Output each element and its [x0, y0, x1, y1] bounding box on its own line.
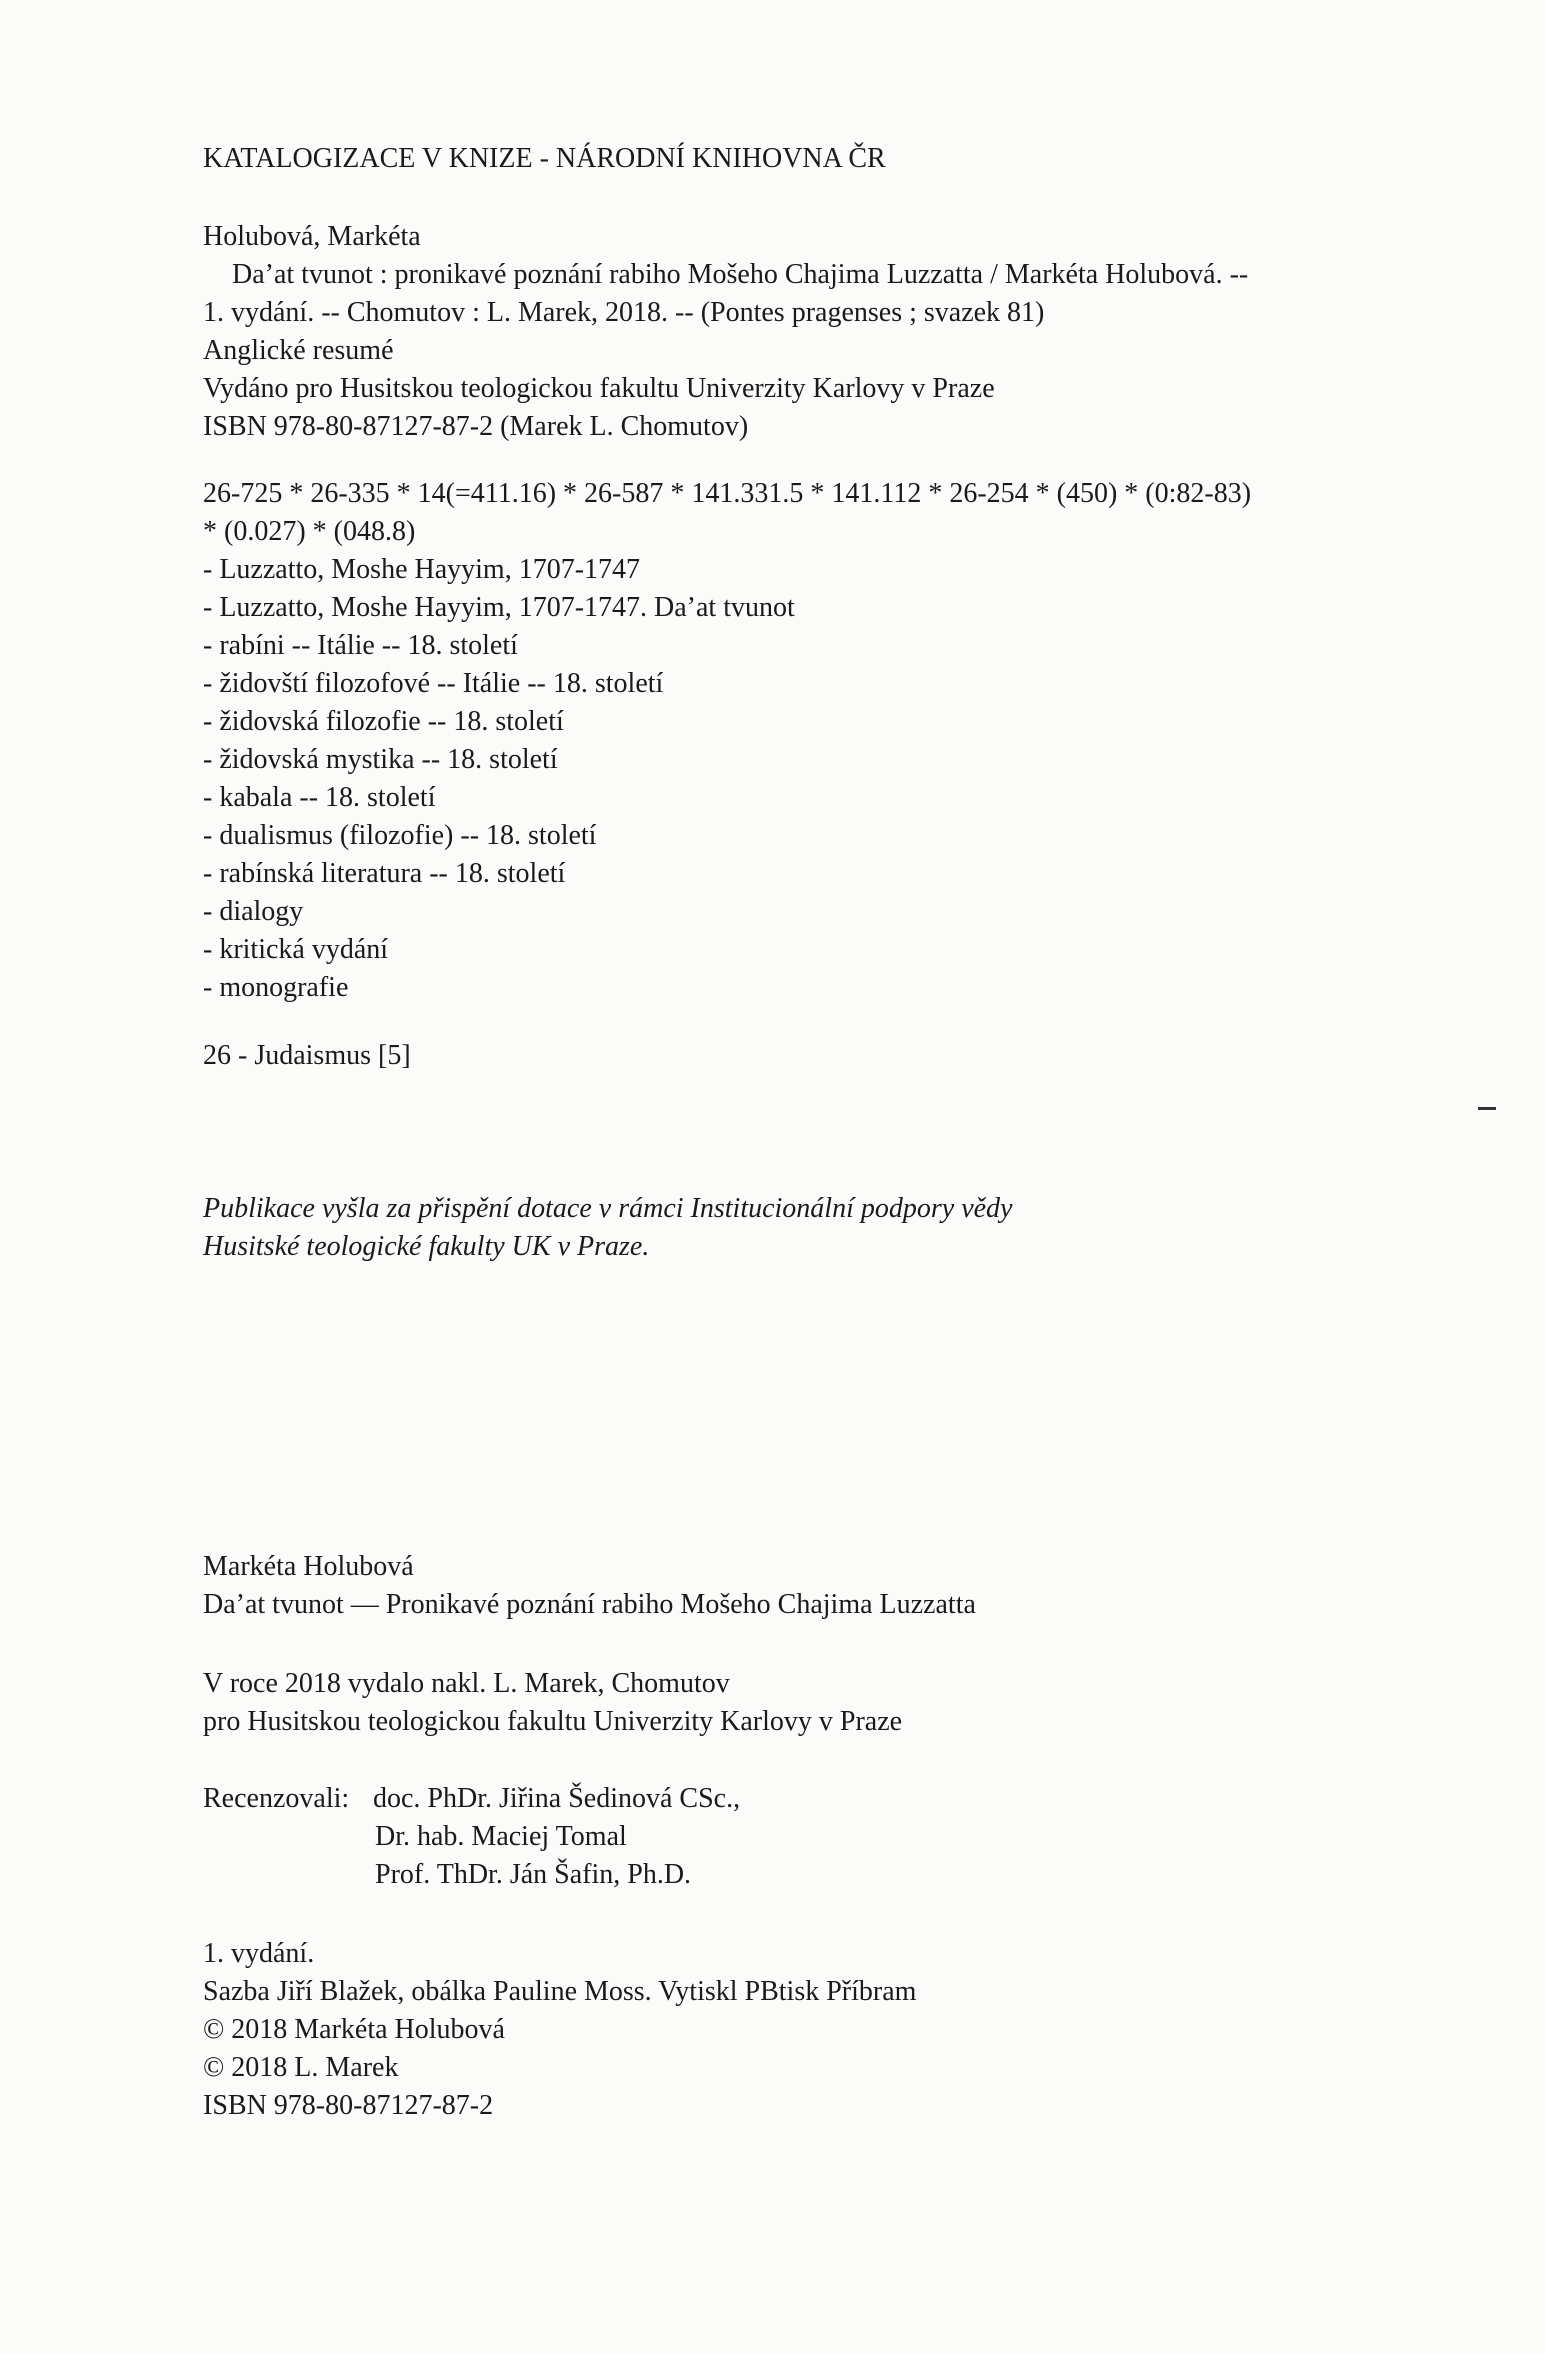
- catalog-classification: 26 - Judaismus [5]: [203, 1040, 411, 1071]
- subject-entry: - rabínská literatura -- 18. století: [203, 858, 566, 889]
- subject-entry: - dualismus (filozofie) -- 18. století: [203, 820, 597, 851]
- catalog-author: Holubová, Markéta: [203, 221, 421, 252]
- subject-entry: - kabala -- 18. století: [203, 782, 436, 813]
- reviewers-block: [203, 1780, 1463, 1894]
- reviewer-name: Prof. ThDr. Ján Šafin, Ph.D.: [375, 1859, 692, 1890]
- catalog-edition-line: 1. vydání. -- Chomutov : L. Marek, 2018. -- (Pontes pragenses ; svazek 81): [203, 297, 1045, 328]
- catalog-note-line: Vydáno pro Husitskou teologickou fakultu Univerzity Karlovy v Praze: [203, 373, 995, 404]
- subject-entry: - kritická vydání: [203, 934, 389, 965]
- subject-entry: - židovští filozofové -- Itálie -- 18. století: [203, 668, 664, 699]
- catalog-codes-line: * (0.027) * (048.8): [203, 516, 416, 547]
- subject-entry: - židovská mystika -- 18. století: [203, 744, 558, 775]
- edition-number: 1. vydání.: [203, 1938, 315, 1969]
- production-credits: Sazba Jiří Blažek, obálka Pauline Moss. Vytiskl PBtisk Příbram: [203, 1976, 917, 2007]
- reviewers-label: Recenzovali:: [203, 1783, 350, 1814]
- catalog-heading: KATALOGIZACE V KNIZE - NÁRODNÍ KNIHOVNA ČR: [203, 143, 886, 174]
- colophon-title-block: [203, 1548, 1463, 1624]
- colophon-title: Da’at tvunot — Pronikavé poznání rabiho Mošeho Chajima Luzzatta: [203, 1589, 976, 1620]
- support-note: [203, 1190, 1463, 1266]
- catalog-codes-line: 26-725 * 26-335 * 14(=411.16) * 26-587 * 141.331.5 * 141.112 * 26-254 * (450) * (0:82-83): [203, 478, 1252, 509]
- catalog-title-line: Da’at tvunot : pronikavé poznání rabiho Mošeho Chajima Luzzatta / Markéta Holubová. --: [232, 259, 1249, 290]
- subject-entry: - židovská filozofie -- 18. století: [203, 706, 564, 737]
- copyright-author: © 2018 Markéta Holubová: [203, 2014, 505, 2045]
- reviewer-name: Dr. hab. Maciej Tomal: [375, 1821, 627, 1852]
- subject-entry: - Luzzatto, Moshe Hayyim, 1707-1747: [203, 554, 641, 585]
- colophon-publisher-block: [203, 1665, 1463, 1741]
- reviewer-name: doc. PhDr. Jiřina Šedinová CSc.,: [373, 1783, 741, 1814]
- catalog-entry: [203, 218, 1463, 446]
- catalog-heading-block: [203, 140, 1463, 178]
- isbn: ISBN 978-80-87127-87-2: [203, 2090, 494, 2121]
- edition-block: [203, 1935, 1463, 2125]
- subject-entry: - Luzzatto, Moshe Hayyim, 1707-1747. Da’at tvunot: [203, 592, 795, 623]
- colophon-author: Markéta Holubová: [203, 1551, 414, 1582]
- reviewer-first-line: [203, 1780, 1463, 1818]
- subject-entry: - rabíni -- Itálie -- 18. století: [203, 630, 518, 661]
- copyright-publisher: © 2018 L. Marek: [203, 2052, 399, 2083]
- catalog-classification-block: [203, 1037, 1463, 1075]
- support-note-line: Husitské teologické fakulty UK v Praze.: [203, 1231, 650, 1262]
- publisher-line: V roce 2018 vydalo nakl. L. Marek, Chomutov: [203, 1668, 730, 1699]
- catalog-note-line: Anglické resumé: [203, 335, 394, 366]
- subject-entry: - dialogy: [203, 896, 304, 927]
- stray-dash-mark: [1478, 1107, 1496, 1110]
- catalog-isbn-line: ISBN 978-80-87127-87-2 (Marek L. Chomutov): [203, 411, 749, 442]
- subject-entry: - monografie: [203, 972, 349, 1003]
- support-note-line: Publikace vyšla za přispění dotace v rámci Institucionální podpory vědy: [203, 1193, 1013, 1224]
- publisher-line: pro Husitskou teologickou fakultu Univerzity Karlovy v Praze: [203, 1706, 903, 1737]
- catalog-subjects: [203, 475, 1463, 1007]
